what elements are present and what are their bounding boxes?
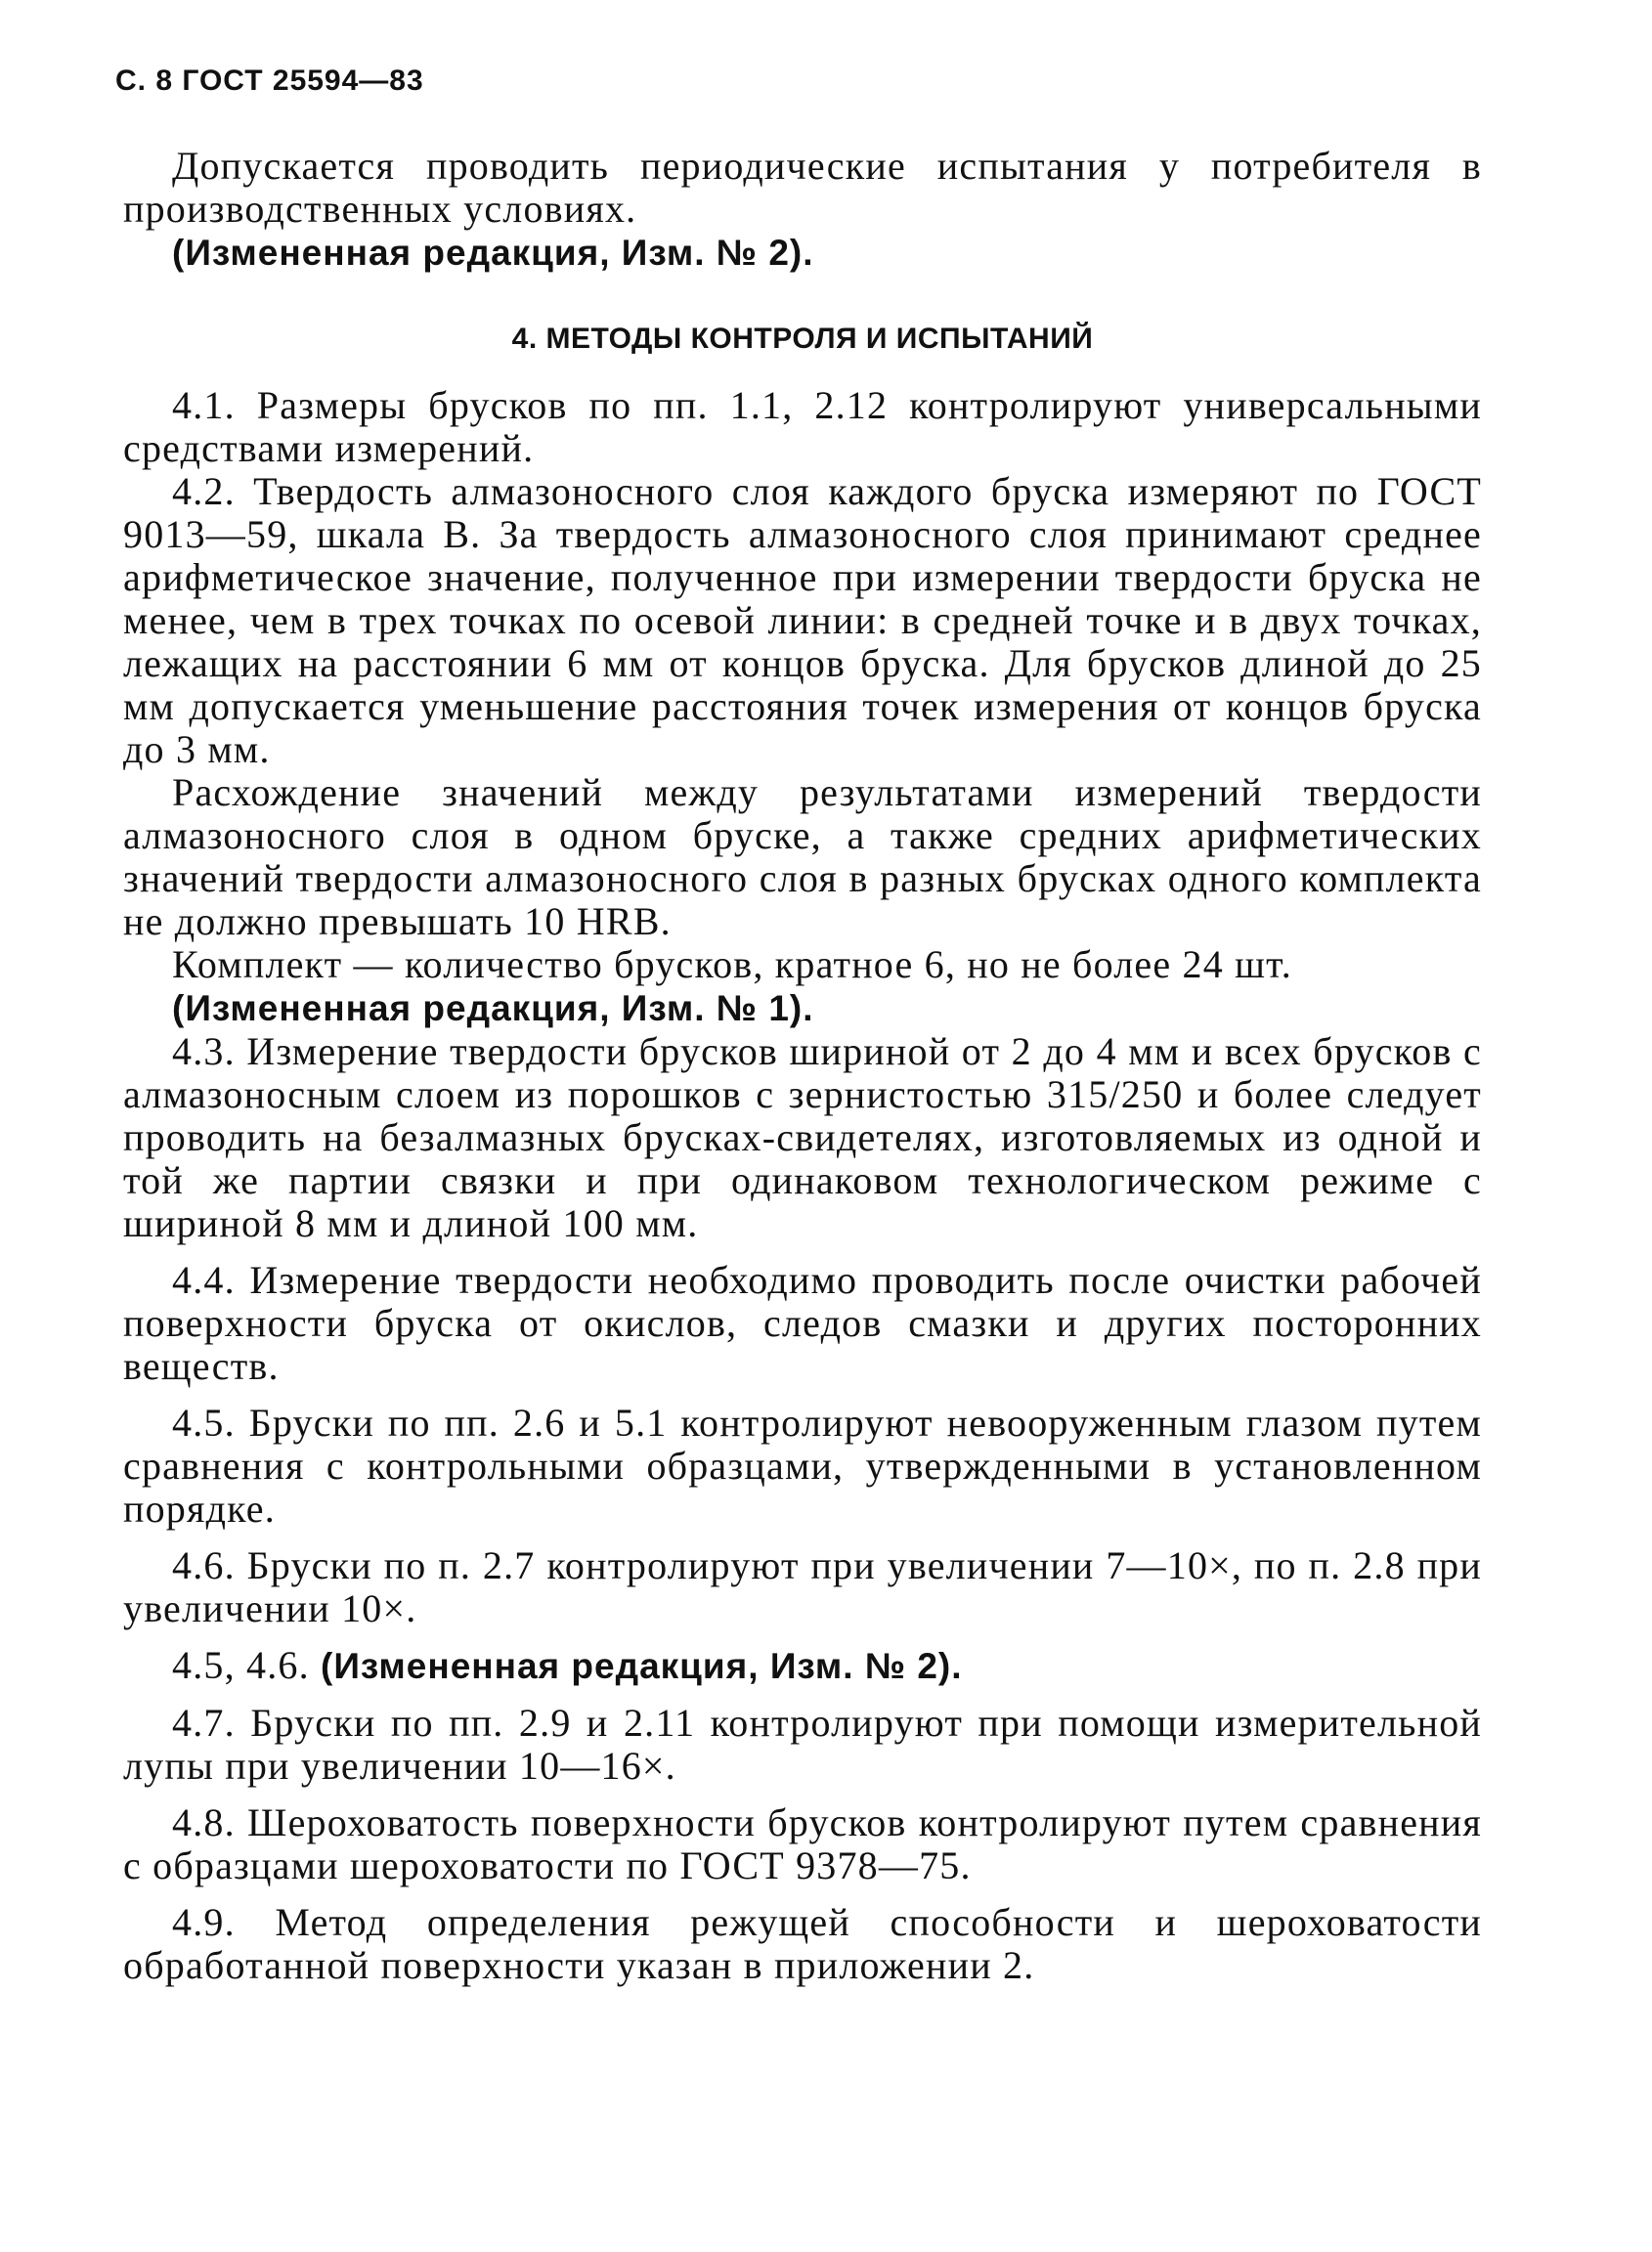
clause-4-5-4-6-amendment-text: (Измененная редакция, Изм. № 2). [321, 1646, 963, 1686]
section-title: 4. МЕТОДЫ КОНТРОЛЯ И ИСПЫТАНИЙ [511, 323, 1094, 355]
clause-4-3: 4.3. Измерение твердости брусков шириной от 2 до 4 мм и всех брусков с алмазоносным слоем из порошков с зернистостью 315/250 и более следует проводить на безалмазных брусках-свидетелях, изготовляемых из одной и той же партии связки и при одинаковом технологическом режиме с шириной 8 мм и длиной 100 мм. [123, 1029, 1482, 1245]
clause-4-2-discrepancy: Расхождение значений между результатами измерений твердости алмазоносного слоя в одном бруске, а также средних арифметических значений твердости алмазоносного слоя в разных брусках одного комплекта не должно превышать 10 HRB. [123, 770, 1482, 943]
clause-4-2-amendment-text: (Измененная редакция, Изм. № 1). [172, 988, 814, 1028]
running-head: С. 8 ГОСТ 25594—83 [115, 65, 424, 97]
clause-4-2: 4.2. Твердость алмазоносного слоя каждого бруска измеряют по ГОСТ 9013—59, шкала В. За твердость алмазоносного слоя принимают среднее арифметическое значение, полученное при измерении твердости бруска не менее, чем в трех точках по осевой линии: в средней точке и в двух точках, лежащих на расстоянии 6 мм от концов бруска. Для брусков длиной до 25 мм допускается уменьшение расстояния точек измерения от концов бруска до 3 мм. [123, 469, 1482, 771]
clause-4-4: 4.4. Измерение твердости необходимо проводить после очистки рабочей поверхности бруска от окислов, следов смазки и других посторонних веществ. [123, 1258, 1482, 1388]
clause-4-5: 4.5. Бруски по пп. 2.6 и 5.1 контролируют невооруженным глазом путем сравнения с контрольными образцами, утвержденными в установленном порядке. [123, 1401, 1482, 1531]
clause-4-2-set: Комплект — количество брусков, кратное 6, но не более 24 шт. [172, 942, 1292, 986]
paragraph-periodic-tests: Допускается проводить периодические испытания у потребителя в производственных условиях. [123, 144, 1482, 231]
clause-4-5-4-6-amendment [123, 1644, 1482, 1688]
clause-4-8: 4.8. Шероховатость поверхности брусков контролируют путем сравнения с образцами шероховатости по ГОСТ 9378—75. [123, 1800, 1482, 1887]
clause-4-7: 4.7. Бруски по пп. 2.9 и 2.11 контролируют при помощи измерительной лупы при увеличении 10—16×. [123, 1701, 1482, 1788]
clause-4-1: 4.1. Размеры брусков по пп. 1.1, 2.12 контролируют универсальными средствами измерений. [123, 383, 1482, 470]
clause-4-9: 4.9. Метод определения режущей способности и шероховатости обработанной поверхности указан в приложении 2. [123, 1900, 1482, 1987]
clause-4-5-4-6-prefix: 4.5, 4.6. [172, 1643, 310, 1687]
amendment-note-text: (Измененная редакция, Изм. № 2). [172, 233, 814, 273]
clause-4-6: 4.6. Бруски по п. 2.7 контролируют при увеличении 7—10×, по п. 2.8 при увеличении 10×. [123, 1543, 1482, 1630]
document-body [123, 145, 1482, 1987]
amendment-note [123, 231, 1482, 275]
clause-4-2-amendment [123, 986, 1482, 1030]
